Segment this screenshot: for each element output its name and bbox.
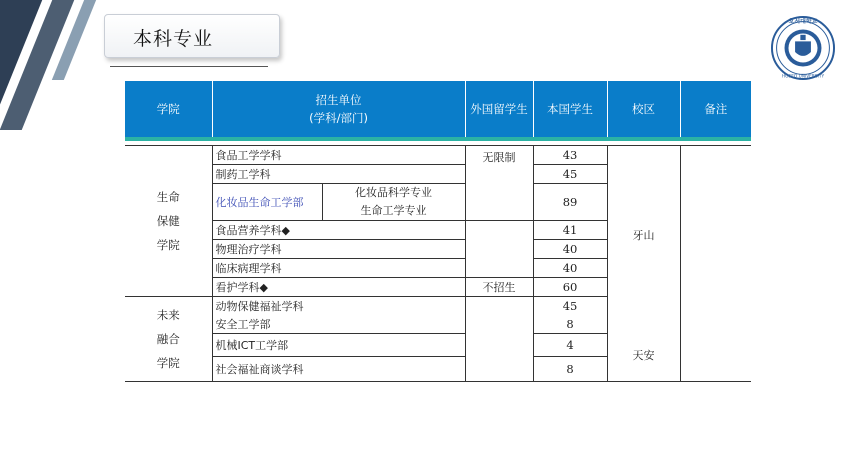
campus-name: 天安 [632,349,655,362]
header-unit-line1: 招生单位 [315,93,362,107]
foreign-cell [465,297,533,382]
college-name-line: 未来 [156,308,180,322]
page-title: 本科专业 [133,28,214,50]
header-unit [212,81,465,139]
domestic-cell: 4 [533,334,607,357]
unit-cell: 社会福祉商谈学科 [212,357,465,382]
unit-cell: 机械ICT工学部 [212,334,465,357]
logo-text: 호서대학교 [788,17,818,25]
campus-name: 牙山 [632,229,655,242]
major-name: 化妆品科学专业 [355,186,432,199]
foreign-cell: 不招生 [465,278,533,297]
domestic-cell: 60 [533,278,607,297]
logo-subtext: HOSEO UNIVERSITY [781,74,825,80]
college-name-line: 学院 [156,238,180,252]
title-underline [110,66,268,67]
domestic-cell: 89 [533,184,607,221]
header-foreign: 外国留学生 [465,81,533,139]
domestic-cell: 45 [533,297,607,316]
college-cell [125,146,212,297]
university-seal-logo [770,15,836,81]
domestic-cell: 40 [533,240,607,259]
domestic-cell: 8 [533,357,607,382]
domestic-cell: 41 [533,221,607,240]
foreign-cell [465,221,533,278]
unit-cell: 临床病理学科 [212,259,465,278]
major-name: 生命工学专业 [360,204,427,217]
domestic-cell: 40 [533,259,607,278]
domestic-cell: 8 [533,315,607,334]
header-campus: 校区 [607,81,680,139]
college-cell [125,297,212,382]
header-domestic: 本国学生 [533,81,607,139]
college-name-line: 保健 [156,214,180,228]
corner-decoration [0,0,120,130]
unit-cell: 动物保健福祉学科 [212,297,465,316]
unit-cell: 食品工学学科 [212,146,465,165]
header-college: 学院 [125,81,212,139]
unit-cell: 制药工学科 [212,165,465,184]
dept-link[interactable]: 化妆品生命工学部 [212,184,322,221]
admissions-table [125,81,751,382]
header-unit-line2: (学科/部门) [309,111,368,125]
college-name-line: 融合 [156,332,180,346]
foreign-cell: 无限制 [465,146,533,221]
domestic-cell: 45 [533,165,607,184]
header-note: 备注 [680,81,751,139]
table-row [125,146,751,165]
note-cell [680,146,751,382]
campus-cell [607,146,680,382]
unit-cell: 食品营养学科◆ [212,221,465,240]
unit-cell: 看护学科◆ [212,278,465,297]
title-box [104,14,280,58]
college-name-line: 生命 [156,190,180,204]
unit-cell: 安全工学部 [212,315,465,334]
domestic-cell: 43 [533,146,607,165]
unit-cell: 物理治疗学科 [212,240,465,259]
table-header-row [125,81,751,139]
college-name-line: 学院 [156,356,180,370]
major-cell [322,184,465,221]
